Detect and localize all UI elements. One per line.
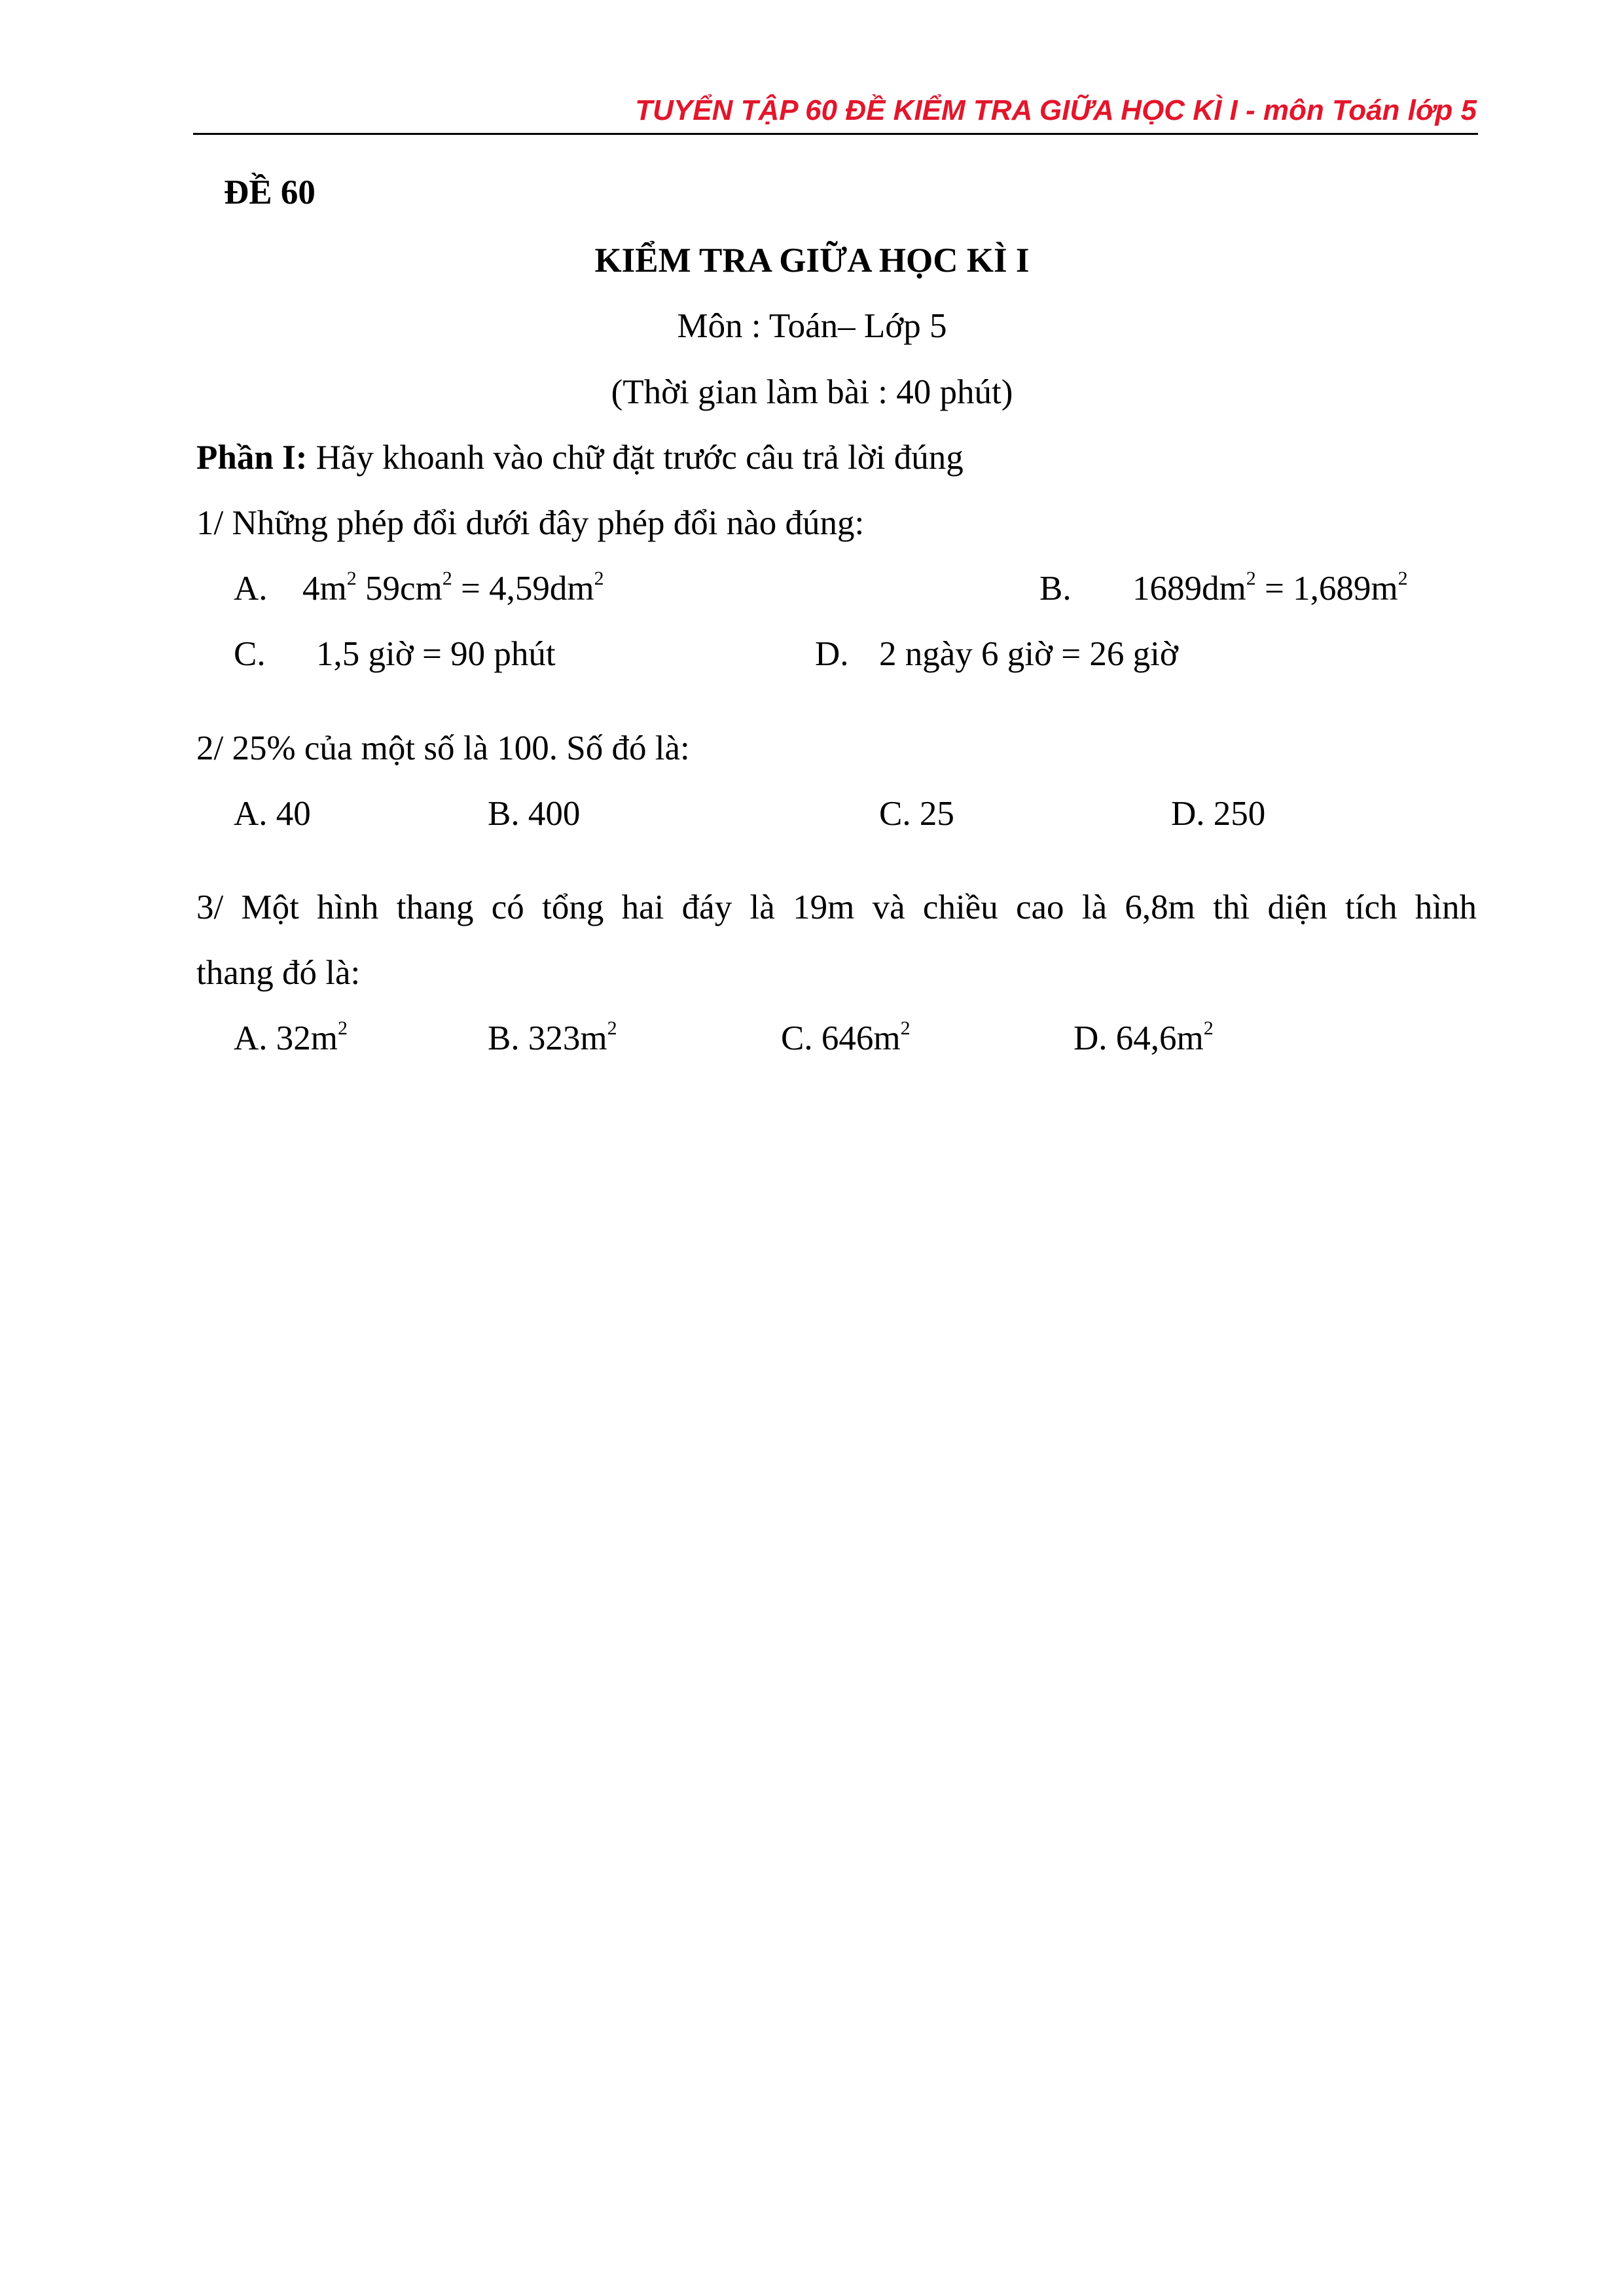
exam-subject: Môn : Toán– Lớp 5 [677, 307, 947, 345]
q1-question: 1/ Những phép đổi dưới đây phép đổi nào đúng: [196, 504, 865, 542]
q1-option-d-label: D. [815, 635, 849, 673]
q1-option-c: 1,5 giờ = 90 phút [316, 635, 556, 673]
q2-option-b: B. 400 [488, 795, 581, 833]
q1-option-a-label: A. [234, 570, 268, 608]
q3-option-d: D. $64,6m^2$ [1074, 1017, 1214, 1057]
q2-option-c: C. 25 [879, 795, 954, 833]
exam-title: KIỂM TRA GIỮA HỌC KÌ I [594, 242, 1030, 280]
q1-option-a: $4m^2$ $59cm^2 = 4,59dm^2$ [302, 568, 604, 608]
q1-option-d: 2 ngày 6 giờ = 26 giờ [879, 635, 1178, 673]
part1-label: Phần I: [196, 439, 308, 477]
q1-option-b: $1689dm^2 = 1,689m^2$ [1132, 568, 1408, 608]
q3-option-a: A. $32m^2$ [234, 1017, 348, 1057]
q3-option-b: B. $323m^2$ [488, 1017, 617, 1057]
q3-question-line1: 3/ Một hình thang có tổng hai đáy là 19m và chiều cao là 6,8m thì diện tích hình [196, 888, 1477, 926]
exam-duration: (Thời gian làm bài : 40 phút) [611, 373, 1013, 411]
header-title: TUYỂN TẬP 60 ĐỀ KIỂM TRA GIỮA HỌC KÌ I - môn Toán lớp 5 [635, 94, 1477, 126]
part1-heading [196, 441, 964, 475]
q1-option-b-label: B. [1039, 570, 1072, 608]
q2-question: 2/ 25% của một số là 100. Số đó là: [196, 729, 690, 767]
q2-option-a: A. 40 [234, 795, 311, 833]
q3-question-line2: thang đó là: [196, 954, 361, 992]
exam-code: ĐỀ 60 [224, 173, 316, 211]
part1-instruction: Hãy khoanh vào chữ đặt trước câu trả lời đúng [307, 439, 964, 477]
q3-option-c: C. $646m^2$ [781, 1017, 911, 1057]
header-divider [193, 133, 1478, 135]
q2-option-d: D. 250 [1171, 795, 1266, 833]
q1-option-c-label: C. [234, 635, 266, 673]
